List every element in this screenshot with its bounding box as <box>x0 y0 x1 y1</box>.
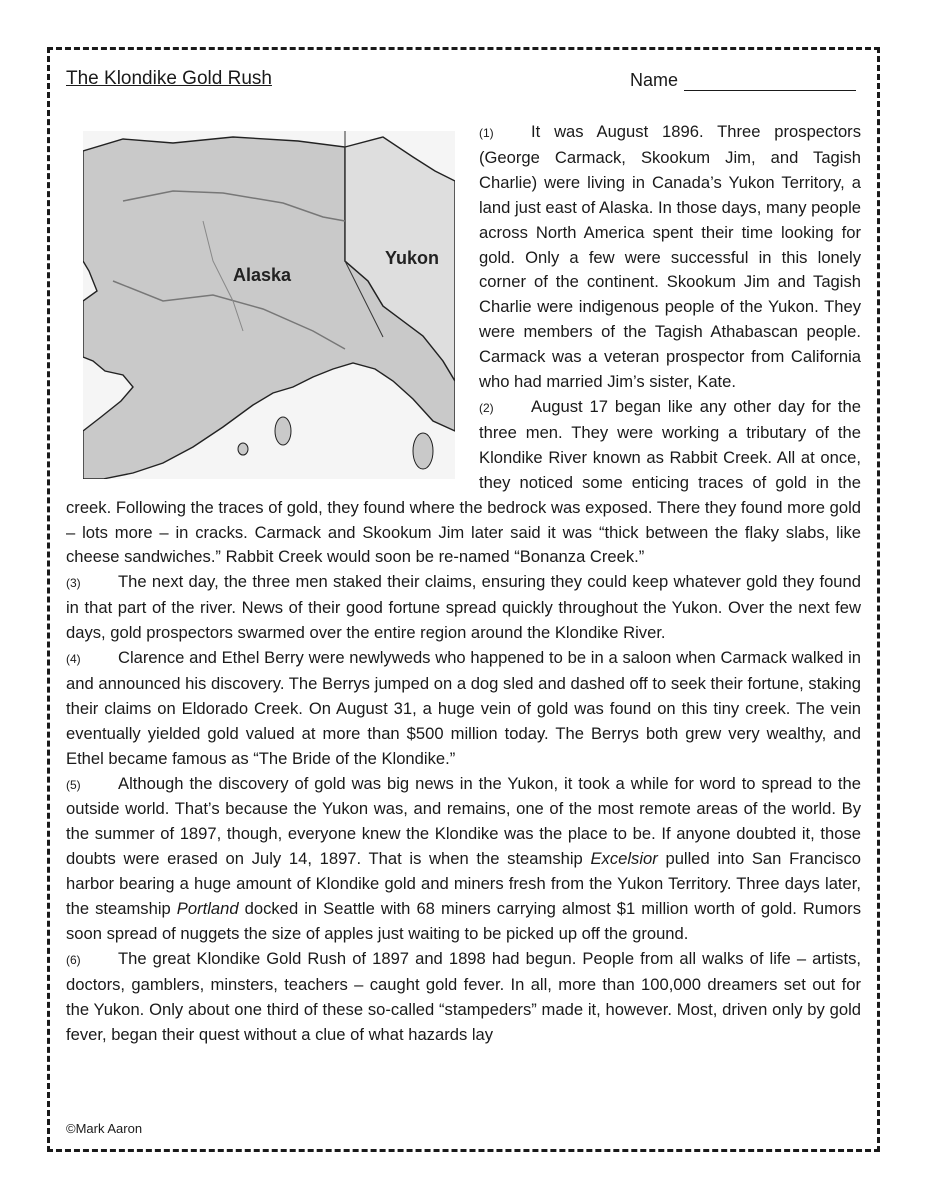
paragraph-number: (6) <box>66 952 81 967</box>
article-body <box>66 120 861 1048</box>
paragraph-text: The next day, the three men staked their claims, ensuring they could keep whatever gold they found in that part of the river. News of their good fortune spread quickly throughout the Yukon. Over the next few days, gold prospectors swarmed over the entire region around the Klondike River. <box>66 572 861 643</box>
paragraph-text: docked in Seattle with 68 miners carrying almost $1 million worth of gold. Rumors soon spread of nuggets the size of apples just waiting to be picked up off the ground. <box>66 899 861 943</box>
copyright-footer: ©Mark Aaron <box>66 1121 143 1136</box>
paragraph-3 <box>66 570 861 646</box>
paragraph-6 <box>66 947 861 1048</box>
paragraph-number: (2) <box>479 400 494 415</box>
paragraph-number: (1) <box>479 126 494 140</box>
ship-name-portland: Portland <box>176 899 239 919</box>
paragraph-number: (4) <box>66 652 81 667</box>
worksheet-title: The Klondike Gold Rush <box>66 68 272 89</box>
map-label-alaska: Alaska <box>233 265 292 285</box>
paragraph-5 <box>66 772 861 947</box>
paragraph-text: August 17 began like any other day for the three men. They were working a tributary of the Klondike River known as Rabbit Creek. All at once, they noticed some enticing traces of gold in the creek. Following the traces of gold, they found where the bedrock was exposed. There they found more gold – lots more – in cracks. Carmack and Skookum Jim later said it was “thick between the flaky slabs, like cheese sandwiches.” Rabbit Creek would soon be re-named “Bonanza Creek.” <box>66 396 861 567</box>
map-label-yukon: Yukon <box>385 248 440 268</box>
paragraph-text: Clarence and Ethel Berry were newlyweds who happened to be in a saloon when Carmack walked in and announced his discovery. The Berrys jumped on a dog sled and dashed off to seek their fortune, staking their claims on Eldorado Creek. On August 31, a huge vein of gold was found on this tiny creek. The vein eventually yielded gold valued at more than $500 million today. The Berrys both grew very wealthy, and Ethel became famous as “The Bride of the Klondike.” <box>66 648 861 768</box>
paragraph-text: pulled into San Francisco harbor bearing a huge amount of Klondike gold and miners fresh from the Yukon Territory. Three days later, the steamship <box>66 849 861 919</box>
name-label: Name <box>630 70 679 90</box>
name-field-line[interactable] <box>684 90 856 91</box>
paragraph-text: The great Klondike Gold Rush of 1897 and 1898 had begun. People from all walks of life – artists, doctors, gamblers, minsters, teachers – caught gold fever. In all, more than 100,000 dreamers set out for the Yukon. Only about one third of these so-called “stampeders” made it, however. Most, driven only by gold fever, began their quest without a clue of what hazards lay <box>66 948 861 1044</box>
ship-name-excelsior: Excelsior <box>590 849 658 869</box>
paragraph-number: (3) <box>66 576 81 591</box>
paragraph-number: (5) <box>66 777 81 792</box>
paragraph-text: It was August 1896. Three prospectors (George Carmack, Skookum Jim, and Tagish Charlie) were living in Canada’s Yukon Territory, a land just east of Alaska. In those days, many people across North America spent their time looking for gold. Only a few were successful in this lonely corner of the continent. Skookum Jim and Tagish Charlie were indigenous people of the Yukon. They were members of the Tagish Athabascan people. Carmack was a veteran prospector from California who had married Jim’s sister, Kate. <box>479 122 861 392</box>
map-spacer <box>66 120 479 493</box>
paragraph-4 <box>66 646 861 772</box>
paragraph-text: Although the discovery of gold was big news in the Yukon, it took a while for word to spread to the outside world. That’s because the Yukon was, and remains, one of the most remote areas of the world. By the summer of 1897, though, everyone knew the Klondike was the place to be. If anyone doubted it, those doubts were erased on July 14, 1897. That is when the steamship <box>66 773 861 869</box>
